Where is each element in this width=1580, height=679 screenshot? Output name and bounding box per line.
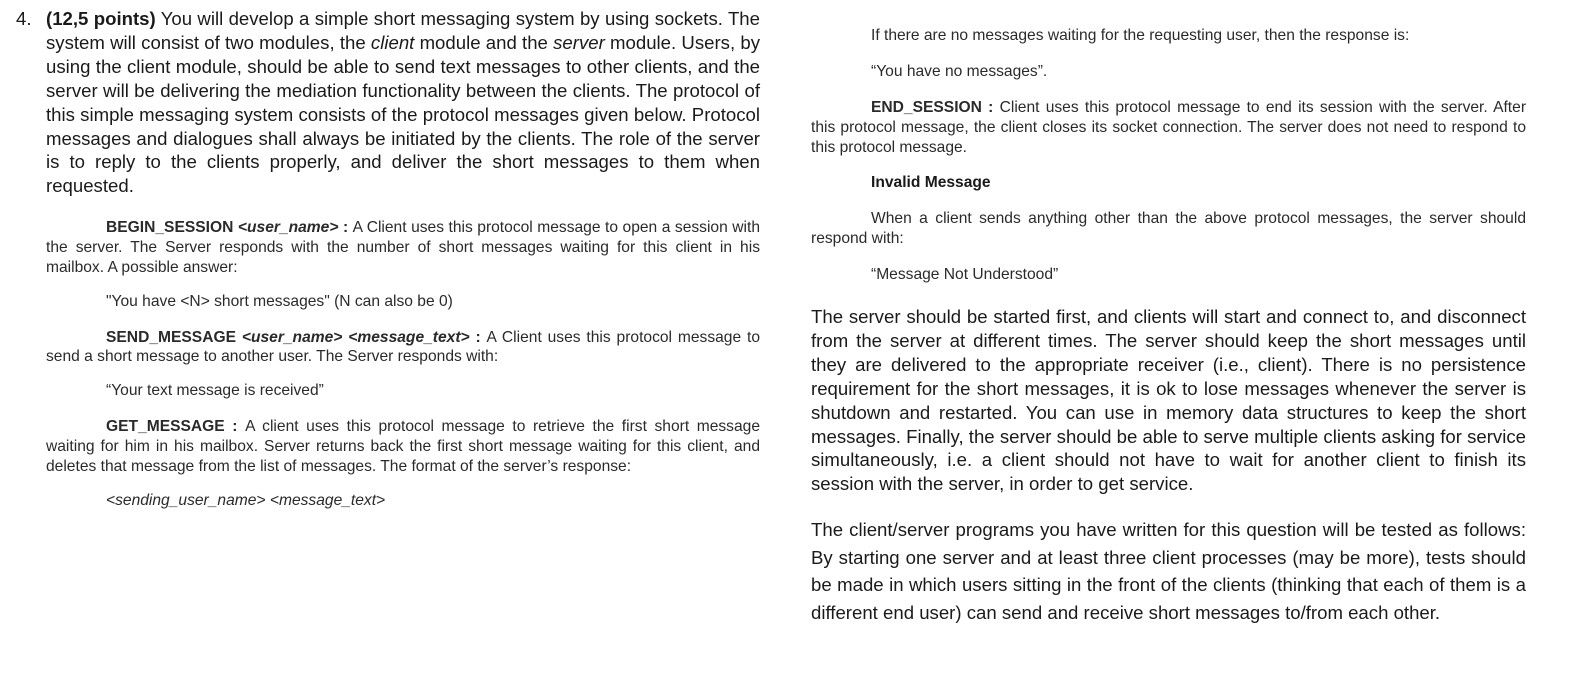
get-message-reply: <sending_user_name> <message_text>	[106, 491, 386, 509]
question-points: (12,5 points)	[46, 8, 156, 29]
send-message-description: SEND_MESSAGE <user_name> <message_text> : A Client uses this protocol message to send a short message to another user. The Server responds with:	[46, 328, 760, 366]
server-requirements-paragraph: The server should be started first, and clients will start and connect to, and disconnect from the server at different times. The server should keep the short messages until they are delivered to the appropriate receiver (i.e., client). There is no persistence requirement for the short messages, it is ok to lose messages whenever the server is shutdown and restarted. You can use in memory data structures to keep the short messages. Finally, the server should be able to serve multiple clients asking for service simultaneously, i.e. a client should not have to wait for another client to finish its session with the server, in order to get service.	[811, 305, 1526, 495]
question-intro	[16, 7, 760, 198]
question-number: 4.	[16, 8, 32, 29]
invalid-message-description: When a client sends anything other than the above protocol messages, the server should respond with:	[811, 210, 1526, 248]
begin-session-description: BEGIN_SESSION <user_name> : A Client uses this protocol message to open a session with the server. The Server responds with the number of short messages waiting for this client in his mailbox. A possible answer:	[46, 219, 760, 276]
get-message-description: GET_MESSAGE : A client uses this protocol message to retrieve the first short message waiting for him in his mailbox. Server returns back the first short message waiting for this client, and deletes that message from the list of messages. The format of the server’s response:	[46, 418, 761, 475]
send-message-command: SEND_MESSAGE	[106, 328, 242, 346]
no-messages-text: If there are no messages waiting for the requesting user, then the response is:	[871, 27, 1410, 44]
testing-paragraph: The client/server programs you have written for this question will be tested as follows: By starting one server and at least three client processes (may be more), tests should be made in which users sitting in the front of the clients (thinking that each of them is a different end user) can send and receive short messages to/from each other.	[811, 519, 1526, 623]
no-messages-reply: “You have no messages”.	[871, 63, 1048, 80]
invalid-message-heading: Invalid Message	[871, 174, 991, 192]
question-text: (12,5 points) You will develop a simple short messaging system by using sockets. The system will consist of two modules, the client module and the server module. Users, by using the client module, should be able to send text messages to other clients, and the server will be delivering the mediation functionality between the clients. The protocol of this simple messaging system consists of the protocol messages given below. Protocol messages and dialogues shall always be initiated by the clients. The role of the server is to reply to the clients properly, and deliver the short messages to them when requested.	[46, 8, 760, 197]
end-session-description: END_SESSION : Client uses this protocol message to end its session with the server. After this protocol message, the client closes its socket connection. The server does not need to respond to this protocol message.	[811, 99, 1527, 156]
begin-session-command: BEGIN_SESSION	[106, 219, 238, 237]
right-column	[811, 0, 1526, 626]
invalid-message-reply: “Message Not Understood”	[871, 265, 1059, 283]
end-session-command: END_SESSION	[871, 99, 982, 116]
get-message-command: GET_MESSAGE	[106, 418, 225, 436]
send-message-reply: “Your text message is received”	[106, 382, 324, 400]
begin-session-reply: "You have <N> short messages" (N can also be 0)	[106, 292, 453, 310]
left-column	[16, 0, 760, 511]
